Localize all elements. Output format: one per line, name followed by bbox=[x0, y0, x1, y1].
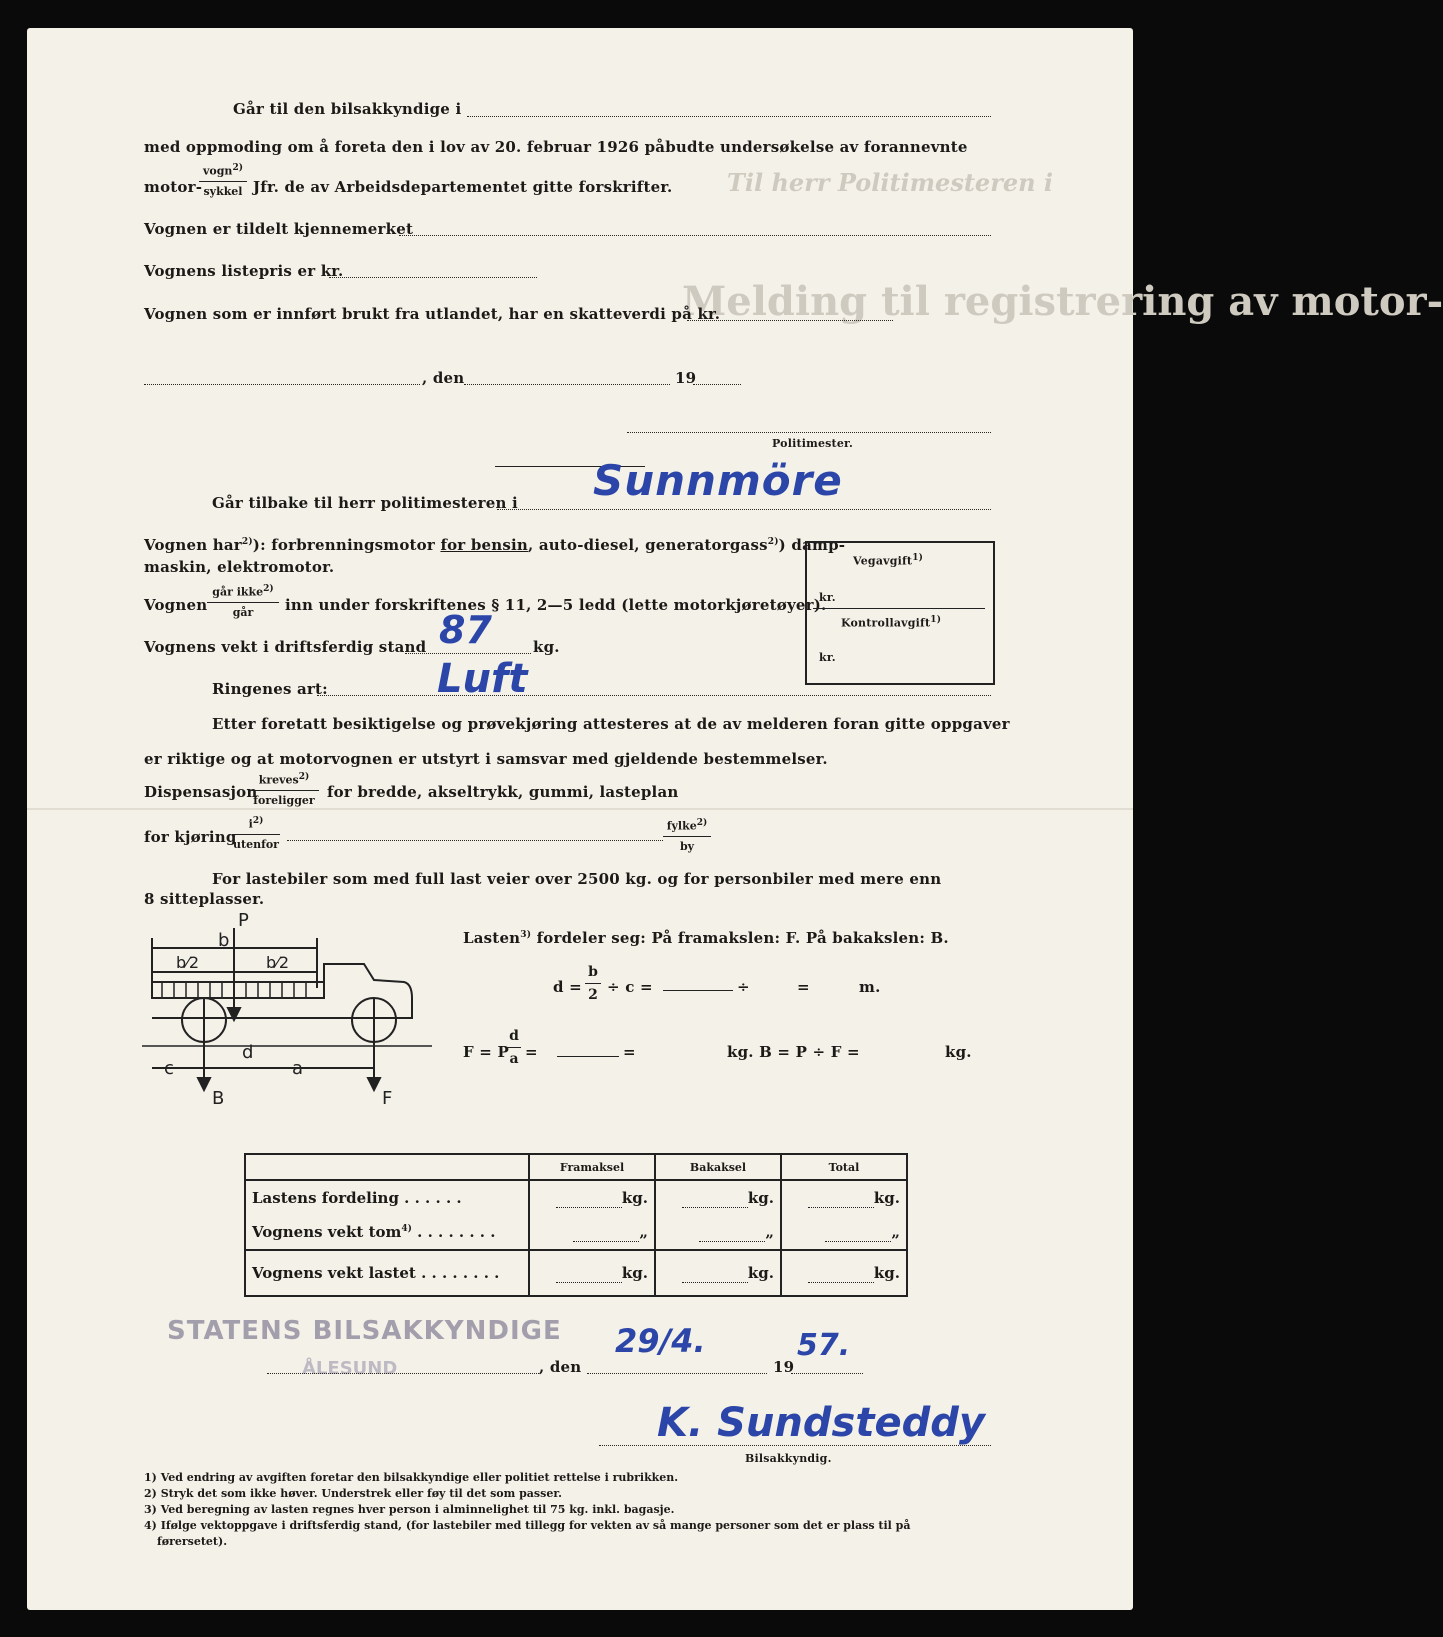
formula-blank-1[interactable] bbox=[663, 990, 733, 991]
kontrollavgift-label bbox=[841, 615, 941, 630]
year-label-2: 19 bbox=[773, 1358, 795, 1376]
d-eq: d = bbox=[553, 978, 582, 996]
cell-0-1[interactable] bbox=[655, 1180, 781, 1215]
lasten-sup: 3) bbox=[520, 930, 532, 940]
vegavgift-text: Vegavgift bbox=[853, 554, 913, 568]
truck-cab bbox=[324, 964, 412, 1018]
listepris-label: Vognens listepris er kr. bbox=[144, 262, 344, 280]
utenfor: utenfor bbox=[233, 837, 279, 851]
date-field-1[interactable] bbox=[464, 384, 670, 385]
cell-0-0-unit: kg. bbox=[621, 1189, 648, 1207]
bleed-through-to: Til herr Politimesteren i bbox=[727, 168, 1054, 197]
motor-types-1c: , auto-diesel, generatorgass bbox=[528, 536, 768, 554]
fee-box-divider bbox=[813, 608, 985, 609]
formula-minus: ÷ bbox=[737, 978, 750, 996]
formula-blank-2[interactable] bbox=[557, 1056, 619, 1057]
listepris-field[interactable] bbox=[329, 277, 537, 278]
gaar-fraction bbox=[207, 584, 279, 619]
footnote-1 bbox=[144, 1471, 678, 1484]
F-eq-3: = bbox=[623, 1043, 636, 1061]
header-bakaksel: Bakaksel bbox=[655, 1154, 781, 1180]
kg-final: kg. bbox=[945, 1043, 972, 1061]
row-label-vekt-lastet: Vognens vekt lastet . . . . . . . . bbox=[245, 1250, 529, 1296]
row-label-vekt-tom bbox=[245, 1215, 529, 1250]
axle-load-diagram bbox=[142, 908, 442, 1108]
vekt-tom-dots: . . . . . . . . bbox=[411, 1223, 496, 1241]
request-line: med oppmoding om å foreta den i lov av 20. februar 1926 påbudte undersøkelse av forannevnte bbox=[144, 138, 968, 156]
vekt-kg: kg. bbox=[533, 638, 560, 656]
lastebiler-line-1: For lastebiler som med full last veier over 2500 kg. og for personbiler med mere enn bbox=[212, 870, 942, 888]
d-over-a bbox=[507, 1028, 521, 1067]
footnote-2-text: Stryk det som ikke høver. Understrek eller føy til det som passer. bbox=[160, 1487, 562, 1500]
vekt-field[interactable] bbox=[405, 653, 531, 654]
kontrollavgift-text: Kontrollavgift bbox=[841, 616, 931, 630]
attest-line-1: Etter foretatt besiktigelse og prøvekjøring attesteres at de av melderen foran gitte oppgaver bbox=[212, 715, 1010, 733]
handwritten-year: 57. bbox=[797, 1328, 851, 1363]
innfort-field[interactable] bbox=[687, 320, 893, 321]
vognen-har-text: Vognen har bbox=[144, 536, 242, 554]
kontrollavgift-kr: kr. bbox=[819, 651, 836, 664]
header-framaksel: Framaksel bbox=[529, 1154, 655, 1180]
load-table bbox=[244, 1153, 908, 1297]
footnote-4-cont: førersetet). bbox=[157, 1535, 228, 1548]
vognen-har-line bbox=[144, 536, 845, 554]
fold-crease bbox=[27, 808, 1133, 810]
footnote-4 bbox=[144, 1519, 911, 1532]
lasten-line bbox=[463, 929, 949, 947]
vognen-har-sup: 2) bbox=[241, 537, 253, 547]
date-field-2[interactable] bbox=[587, 1373, 767, 1374]
diagram-F: F bbox=[382, 1088, 393, 1109]
cell-1-1[interactable] bbox=[655, 1215, 781, 1250]
frac-a: a bbox=[509, 1051, 519, 1067]
cell-2-0[interactable] bbox=[529, 1250, 655, 1296]
kontrollavgift-sup: 1) bbox=[930, 615, 942, 625]
footnote-3-n: 3) bbox=[144, 1503, 157, 1516]
diagram-P: P bbox=[238, 910, 249, 931]
diagram-d: d bbox=[242, 1042, 254, 1063]
ringenes-label: Ringenes art: bbox=[212, 680, 328, 698]
motor-types-line-2: maskin, elektromotor. bbox=[144, 558, 335, 576]
footnote-2-n: 2) bbox=[144, 1487, 157, 1500]
diagram-B: B bbox=[212, 1088, 225, 1109]
motor-fraction bbox=[199, 163, 247, 198]
footnote-3-text: Ved beregning av lasten regnes hver person i alminnelighet til 75 kg. inkl. bagasje. bbox=[160, 1503, 675, 1516]
kreves-sup: 2) bbox=[298, 772, 310, 782]
cell-2-2[interactable] bbox=[781, 1250, 907, 1296]
diagram-b2-left: b⁄2 bbox=[176, 953, 200, 972]
dispensasjon-label: Dispensasjon bbox=[144, 783, 258, 801]
footnote-2 bbox=[144, 1487, 562, 1500]
vegavgift-label bbox=[853, 553, 923, 568]
gaar-til-label: Går til den bilsakkyndige i bbox=[233, 100, 462, 118]
motor-types-sup: 2) bbox=[767, 537, 779, 547]
cell-2-0-unit: kg. bbox=[621, 1264, 648, 1282]
cargo-bed bbox=[152, 982, 324, 998]
vognen-label: Vognen bbox=[144, 596, 208, 614]
footnote-4-n: 4) bbox=[144, 1519, 157, 1532]
bleed-through-title: Melding til registrering av motor- bbox=[682, 278, 1443, 325]
cell-2-1-unit: kg. bbox=[747, 1264, 774, 1282]
i-fraction bbox=[232, 816, 280, 851]
gaar-til-field[interactable] bbox=[467, 116, 991, 117]
b-over-2 bbox=[585, 964, 601, 1003]
by: by bbox=[679, 839, 695, 853]
vegavgift-kr: kr. bbox=[819, 591, 836, 604]
den-label-2: , den bbox=[539, 1358, 582, 1376]
gaar: går bbox=[232, 605, 254, 619]
header-total: Total bbox=[781, 1154, 907, 1180]
cell-2-2-unit: kg. bbox=[873, 1264, 900, 1282]
year-field-2[interactable] bbox=[791, 1373, 863, 1374]
place-field-2[interactable] bbox=[267, 1373, 539, 1374]
kreves-fraction bbox=[249, 772, 319, 807]
den-label-1: , den bbox=[422, 369, 465, 387]
formula-eq: = bbox=[797, 978, 810, 996]
innfort-label: Vognen som er innført brukt fra utlandet, har en skatteverdi på kr. bbox=[144, 305, 721, 323]
ringenes-field[interactable] bbox=[317, 695, 991, 696]
diagram-a: a bbox=[292, 1058, 304, 1079]
B-arrowhead bbox=[198, 1078, 210, 1090]
gaar-tilbake-field[interactable] bbox=[497, 509, 991, 510]
handwritten-date: 29/4. bbox=[615, 1322, 706, 1360]
vekt-label: Vognens vekt i driftsferdig stand bbox=[144, 638, 427, 656]
footnote-3 bbox=[144, 1503, 674, 1516]
motor-bottom: sykkel bbox=[203, 184, 243, 198]
handwritten-signature: K. Sundsteddy bbox=[657, 1400, 985, 1446]
fordeler-text: fordeler seg: På framakslen: F. På bakakslen: B. bbox=[536, 929, 949, 947]
kreves: kreves bbox=[258, 773, 299, 787]
lasten-text: Lasten bbox=[463, 929, 521, 947]
cell-0-0[interactable] bbox=[529, 1180, 655, 1215]
frac-d: d bbox=[509, 1028, 519, 1044]
table-header-row bbox=[245, 1154, 907, 1180]
motor-prefix: motor- bbox=[144, 178, 203, 196]
cell-1-0[interactable] bbox=[529, 1215, 655, 1250]
fylke-fraction bbox=[663, 818, 711, 853]
vegavgift-sup: 1) bbox=[912, 553, 924, 563]
i-text: i bbox=[248, 817, 253, 831]
cell-0-1-unit: kg. bbox=[747, 1189, 774, 1207]
kjennemerke-field[interactable] bbox=[399, 235, 991, 236]
kjoring-field[interactable] bbox=[287, 840, 663, 841]
foreligger: foreligger bbox=[253, 793, 315, 807]
fylke: fylke bbox=[666, 819, 697, 833]
table-row bbox=[245, 1250, 907, 1296]
footnote-1-n: 1) bbox=[144, 1471, 157, 1484]
gaar-tilbake-label: Går tilbake til herr politimesteren i bbox=[212, 494, 518, 512]
cell-1-1-unit: „ bbox=[765, 1223, 774, 1241]
politimester-signature-field[interactable] bbox=[627, 432, 991, 433]
handwritten-ringenes: Luft bbox=[437, 656, 528, 702]
fylke-sup: 2) bbox=[696, 818, 708, 828]
year-label-1: 19 bbox=[675, 369, 697, 387]
table-row bbox=[245, 1180, 907, 1215]
diagram-b: b bbox=[218, 930, 230, 951]
diagram-c: c bbox=[164, 1058, 174, 1079]
F-eq-2: = bbox=[525, 1043, 538, 1061]
handwritten-place: Sunnmöre bbox=[593, 456, 843, 505]
footnote-4-text: Ifølge vektoppgave i driftsferdig stand, (for lastebiler med tillegg for vekten av så mange personer som det er plass til på bbox=[160, 1519, 911, 1532]
handwritten-vekt: 87 bbox=[439, 608, 492, 652]
politimester-title: Politimester. bbox=[772, 437, 854, 450]
office-stamp: STATENS BILSAKKYNDIGE bbox=[167, 1316, 562, 1346]
attest-line-2: er riktige og at motorvognen er utstyrt i samsvar med gjeldende bestemmelser. bbox=[144, 750, 828, 768]
cell-1-2-unit: „ bbox=[891, 1223, 900, 1241]
year-field-1[interactable] bbox=[693, 384, 741, 385]
frac-2: 2 bbox=[588, 987, 598, 1003]
motor-sup: 2) bbox=[232, 163, 243, 173]
dispensasjon-text: for bredde, akseltrykk, gummi, lasteplan bbox=[327, 783, 679, 801]
lastebiler-line-2: 8 sitteplasser. bbox=[144, 890, 265, 908]
document-page bbox=[27, 28, 1443, 1610]
minus-c-eq: ÷ c = bbox=[607, 978, 653, 996]
frac-b: b bbox=[588, 964, 598, 980]
office-stamp-city: ÅLESUND bbox=[302, 1358, 398, 1379]
F-arrowhead bbox=[368, 1078, 380, 1090]
cell-2-1[interactable] bbox=[655, 1250, 781, 1296]
for-kjoring-label: for kjøring bbox=[144, 828, 237, 846]
kjennemerke-label: Vognen er tildelt kjennemerket bbox=[144, 220, 414, 238]
cell-0-2-unit: kg. bbox=[873, 1189, 900, 1207]
F-eq: F = P bbox=[463, 1043, 509, 1061]
cell-0-2[interactable] bbox=[781, 1180, 907, 1215]
i-sup: 2) bbox=[252, 816, 264, 826]
jfr-text: Jfr. de av Arbeidsdepartementet gitte forskrifter. bbox=[253, 178, 673, 196]
motor-top: vogn bbox=[203, 164, 233, 178]
formula-m: m. bbox=[859, 978, 881, 996]
motor-types-bensin: for bensin bbox=[440, 536, 529, 554]
diagram-b2-right: b⁄2 bbox=[266, 953, 290, 972]
bilsakkyndig-title: Bilsakkyndig. bbox=[745, 1452, 832, 1465]
vekt-tom-text: Vognens vekt tom bbox=[252, 1223, 402, 1241]
fee-box bbox=[805, 541, 995, 685]
table-row bbox=[245, 1215, 907, 1250]
kg-B-eq: kg. B = P ÷ F = bbox=[727, 1043, 860, 1061]
footnote-1-text: Ved endring av avgiften foretar den bilsakkyndige eller politiet rettelse i rubrikken. bbox=[160, 1471, 679, 1484]
cell-1-2[interactable] bbox=[781, 1215, 907, 1250]
motor-types-1a: ): forbrenningsmotor bbox=[252, 536, 435, 554]
place-field-1[interactable] bbox=[144, 384, 420, 385]
gaar-ikke: går ikke bbox=[212, 585, 264, 599]
table-header-blank bbox=[245, 1154, 529, 1180]
motor-types-1d: ) damp- bbox=[778, 536, 846, 554]
gaar-ikke-sup: 2) bbox=[263, 584, 274, 594]
cell-1-0-unit: „ bbox=[639, 1223, 648, 1241]
row-label-lastens: Lastens fordeling . . . . . . bbox=[252, 1189, 462, 1207]
vekt-tom-sup: 4) bbox=[401, 1224, 412, 1234]
forskrift-text: inn under forskriftenes § 11, 2—5 ledd (lette motorkjøretøyer). bbox=[285, 596, 827, 614]
